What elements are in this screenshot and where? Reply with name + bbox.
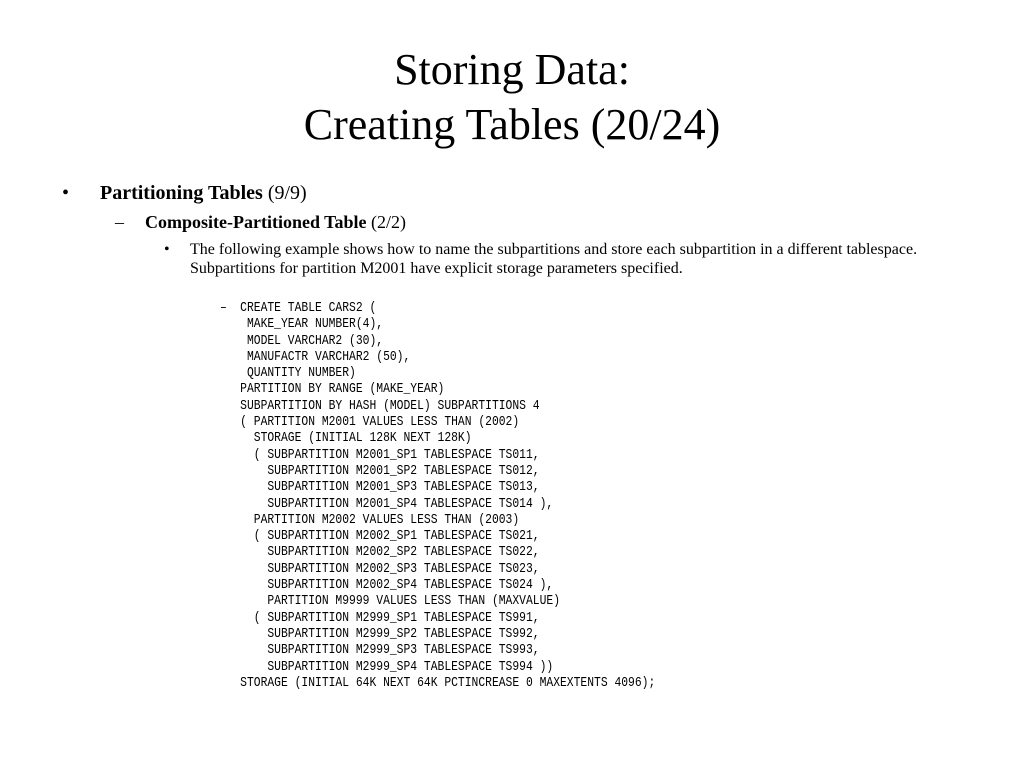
- code-line: CREATE TABLE CARS2 (: [240, 301, 377, 316]
- slide-title: [0, 42, 1024, 152]
- code-line: MAKE_YEAR NUMBER(4),: [240, 317, 384, 333]
- bullet-level-1-bold: Partitioning Tables: [100, 182, 263, 204]
- code-line: SUBPARTITION M2001_SP2 TABLESPACE TS012,: [240, 463, 540, 479]
- code-line: SUBPARTITION M2999_SP3 TABLESPACE TS993,: [240, 643, 540, 659]
- code-line: SUBPARTITION M2001_SP4 TABLESPACE TS014 ),: [240, 496, 554, 512]
- code-line: PARTITION M2002 VALUES LESS THAN (2003): [240, 512, 520, 528]
- code-line: SUBPARTITION M2001_SP3 TABLESPACE TS013,: [240, 480, 540, 496]
- bullet-level-1-suffix: (9/9): [262, 182, 307, 204]
- code-line: ( SUBPARTITION M2001_SP1 TABLESPACE TS011,: [240, 447, 540, 463]
- bullet-level-1-text: [100, 181, 307, 205]
- bullet-dash-icon: –: [220, 301, 227, 316]
- code-line: MANUFACTR VARCHAR2 (50),: [240, 349, 411, 365]
- code-line: SUBPARTITION M2999_SP2 TABLESPACE TS992,: [240, 626, 540, 642]
- title-line-2: Creating Tables (20/24): [303, 100, 721, 149]
- bullet-level-2-suffix: (2/2): [366, 212, 407, 232]
- code-line: SUBPARTITION M2999_SP4 TABLESPACE TS994 )): [240, 659, 554, 675]
- code-line: PARTITION M9999 VALUES LESS THAN (MAXVALUE): [240, 594, 561, 610]
- bullet-level-2-bold: Composite-Partitioned Table: [145, 212, 367, 232]
- code-line: ( PARTITION M2001 VALUES LESS THAN (2002): [240, 415, 520, 431]
- bullet-dot-icon: •: [164, 241, 170, 258]
- code-line: ( SUBPARTITION M2002_SP1 TABLESPACE TS021,: [240, 529, 540, 545]
- code-line: STORAGE (INITIAL 128K NEXT 128K): [240, 431, 472, 447]
- code-line: ( SUBPARTITION M2999_SP1 TABLESPACE TS991,: [240, 610, 540, 626]
- code-line: SUBPARTITION M2002_SP3 TABLESPACE TS023,: [240, 561, 540, 577]
- title-line-1: Storing Data:: [394, 45, 630, 94]
- code-line: STORAGE (INITIAL 64K NEXT 64K PCTINCREASE 0 MAXEXTENTS 4096);: [240, 675, 656, 691]
- bullet-dash-icon: –: [115, 212, 124, 232]
- code-line: QUANTITY NUMBER): [240, 366, 356, 382]
- bullet-level-2-text: [145, 211, 406, 233]
- code-line: SUBPARTITION BY HASH (MODEL) SUBPARTITIONS 4: [240, 398, 540, 414]
- code-line: SUBPARTITION M2002_SP4 TABLESPACE TS024 ),: [240, 578, 554, 594]
- code-line: SUBPARTITION M2002_SP2 TABLESPACE TS022,: [240, 545, 540, 561]
- bullet-dot-icon: •: [62, 182, 70, 204]
- bullet-level-3-text: The following example shows how to name the subpartitions and store each subpartition in a different tablespace. Subpartitions for partition M2001 have explicit storage parameters specified.: [190, 241, 918, 277]
- code-line: MODEL VARCHAR2 (30),: [240, 333, 384, 349]
- code-line: PARTITION BY RANGE (MAKE_YEAR): [240, 382, 445, 398]
- sql-code-block: [240, 301, 655, 692]
